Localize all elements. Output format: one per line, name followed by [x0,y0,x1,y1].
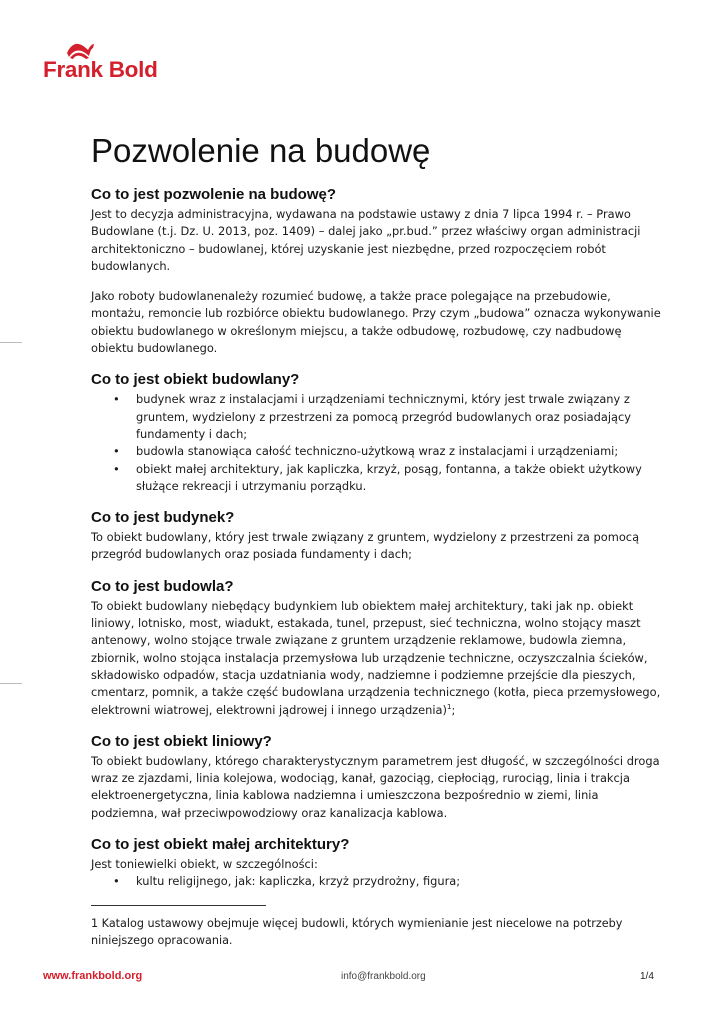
footnote [91,915,666,950]
list-item: • kultu religijnego, jak: kapliczka, krzyż przydrożny, figura; [91,873,666,890]
footnote-ref[interactable]: 1 [446,702,452,711]
footer-email-link[interactable]: info@frankbold.org [341,971,426,982]
paragraph: To obiekt budowlany, którego charakterystycznym parametrem jest długość, w szczególności droga wraz ze zjazdami, linia kolejowa, wodociąg, kanał, gazociąg, ciepłociąg, rurociąg, linia i trakcja elektroenergetyczna, linia kablowa nadziemna i umieszczona bezpośrednio w ziemi, linia podziemna, wał przeciwpowodziowy oraz kanalizacja kablowa. [91,753,660,820]
list-item: • budynek wraz z instalacjami i urządzeniami technicznymi, który jest trwale związany z gruntem, wydzielony z przestrzeni za pomocą przegród budowlanych oraz posiadający fundamenty i dach; [91,391,666,443]
footer-website-link[interactable]: www.frankbold.org [43,970,143,982]
page-number: 1/4 [640,971,654,982]
paragraph-text: To obiekt budowlany niebędący budynkiem lub obiektem małej architektury, taki jak np. obiekt liniowy, lotnisko, most, wiadukt, estakada, tunel, przepust, sieć techniczna, wolno stojący maszt antenowy, wolno stojące trwale związane z gruntem urządzenie reklamowe, budowla ziemna, zbiornik, wolno stojąca instalacja przemysłowa lub urządzenie techniczne, oczyszczalnia ścieków, składowisko odpadów, stacja uzdatniania wody, nadziemne i podziemne przejście dla pieszych, cmentarz, pomnik, a także część budowlana urządzenia technicznego (kotła, pieca przemysłowego, elektrowni wiatrowej, elektrowni jądrowej i innego urządzenia) [91,598,661,717]
frank-bold-logo [43,40,173,84]
paragraph: Jako roboty budowlanenależy rozumieć budowę, a także prace polegające na przebudowie, montażu, remoncie lub rozbiórce obiektu budowlanego. Przy czym „budowa” oznacza wykonywanie obiektu budowlanego w określonym miejscu, a także odbudowę, rozbudowę, czy nadbudowę obiektu budowlanego. [91,289,661,356]
section-obiekt-budowlany [91,371,666,495]
bullet-list [91,391,666,495]
list-item: • budowla stanowiąca całość techniczno-użytkową wraz z instalacjami i urządzeniami; [91,443,666,460]
section-heading: Co to jest pozwolenie na budowę? [91,186,337,203]
document-body [91,186,666,949]
logo-text: Frank Bold [43,57,158,82]
bullet-list [91,873,666,890]
section-obiekt-liniowy [91,733,666,822]
section-heading: Co to jest obiekt małej architektury? [91,836,350,854]
page-title: Pozwolenie na budowę [91,132,431,169]
paragraph: Jest to decyzja administracyjna, wydawana na podstawie ustawy z dnia 7 lipca 1994 r. – Prawo Budowlane (t.j. Dz. U. 2013, poz. 1409) – dalej jako „pr.bud.” przez właściwy organ administracji architektoniczno – budowlanej, której uzyskanie jest niezbędne, przed rozpoczęciem robót budowlanych. [91,207,641,273]
section-budynek [91,509,666,564]
paragraph: Jest toniewielki obiekt, w szczególności: [91,857,318,872]
section-heading: Co to jest budowla? [91,577,234,595]
paragraph [91,598,666,719]
section-mala-architektura [91,836,666,891]
section-heading: Co to jest obiekt budowlany? [91,371,300,389]
paragraph-end: ; [451,702,456,717]
list-item: • obiekt małej architektury, jak kapliczka, krzyż, posąg, fontanna, a także obiekt użytkowy służące rekreacji i utrzymaniu porządku. [91,461,666,496]
section-budowla [91,578,666,719]
paragraph: To obiekt budowlany, który jest trwale związany z gruntem, wydzielony z przestrzeni za pomocą przegród budowlanych oraz posiada fundamenty i dach; [91,530,640,562]
section-heading: Co to jest budynek? [91,509,235,527]
section-pozwolenie [91,186,666,357]
footnote-text: 1 Katalog ustawowy obejmuje więcej budowli, których wymienianie jest niecelowe na potrzeby niniejszego opracowania. [91,916,623,947]
margin-mark [0,342,22,343]
section-heading: Co to jest obiekt liniowy? [91,732,272,750]
margin-mark [0,683,22,684]
footnote-divider [91,905,266,906]
